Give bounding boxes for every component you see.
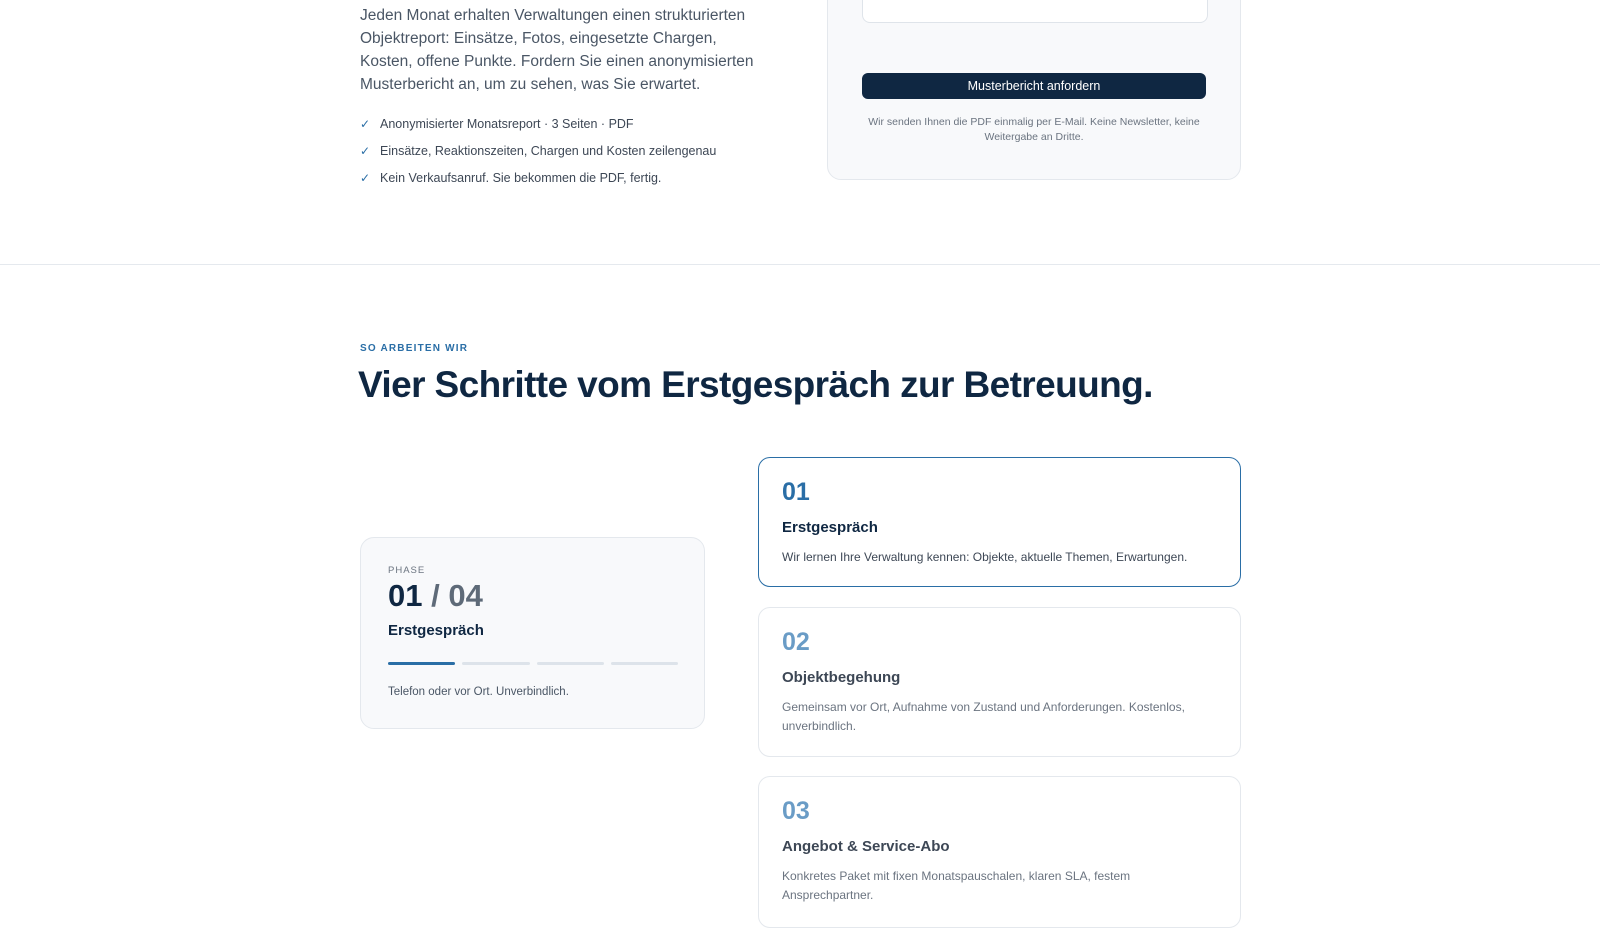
- checklist-item-label: Anonymisierter Monatsreport · 3 Seiten · PDF: [380, 116, 634, 131]
- phase-separator: /: [431, 578, 440, 613]
- checklist-item: [360, 137, 716, 164]
- phase-counter: [388, 578, 483, 614]
- step-title: Objektbegehung: [782, 669, 901, 686]
- checklist-item-label: Einsätze, Reaktionszeiten, Chargen und Kosten zeilengenau: [380, 143, 717, 158]
- phase-name: Erstgespräch: [388, 622, 484, 639]
- progress-segment: [462, 662, 529, 665]
- step-card[interactable]: [758, 776, 1241, 928]
- sample-report-intro: Jeden Monat erhalten Verwaltungen einen strukturierten Objektreport: Einsätze, Fotos, eingesetzte Chargen, Kosten, offene Punkte. Fordern Sie einen anonymisierten Musterbericht an, um zu sehen, was Sie erwartet.: [360, 6, 754, 93]
- checklist-item: [360, 164, 716, 191]
- phase-label: PHASE: [388, 565, 426, 576]
- phase-note: Telefon oder vor Ort. Unverbindlich.: [388, 686, 569, 698]
- step-number: 03: [782, 797, 810, 825]
- check-icon: ✓: [360, 116, 371, 131]
- phase-total: 04: [448, 578, 483, 613]
- step-card[interactable]: [758, 607, 1241, 757]
- step-card[interactable]: [758, 457, 1241, 587]
- step-title: Erstgespräch: [782, 519, 878, 536]
- step-number: 02: [782, 628, 810, 656]
- check-icon: ✓: [360, 143, 371, 158]
- phase-current: 01: [388, 578, 423, 613]
- step-title: Angebot & Service-Abo: [782, 838, 950, 855]
- step-description: Konkretes Paket mit fixen Monatspauschalen, klaren SLA, festem Ansprechpartner.: [782, 869, 1131, 902]
- privacy-note: Wir senden Ihnen die PDF einmalig per E-Mail. Keine Newsletter, keine Weitergabe an Dritte.: [868, 116, 1200, 143]
- step-description: Gemeinsam vor Ort, Aufnahme von Zustand und Anforderungen. Kostenlos, unverbindlich.: [782, 700, 1185, 733]
- benefits-checklist: [360, 110, 716, 191]
- sample-report-section: [0, 0, 1600, 265]
- phase-card: [360, 537, 705, 729]
- phase-progress: [388, 662, 678, 665]
- email-field[interactable]: [862, 0, 1208, 23]
- step-number: 01: [782, 478, 810, 506]
- sample-report-form-card: [827, 0, 1241, 180]
- progress-segment: [388, 662, 455, 665]
- request-sample-report-button[interactable]: Musterbericht anfordern: [862, 73, 1206, 99]
- section-title: Vier Schritte vom Erstgespräch zur Betreuung.: [358, 364, 1153, 405]
- progress-segment: [537, 662, 604, 665]
- step-description: Wir lernen Ihre Verwaltung kennen: Objekte, aktuelle Themen, Erwartungen.: [782, 550, 1188, 564]
- checklist-item: [360, 110, 716, 137]
- check-icon: ✓: [360, 170, 371, 185]
- section-eyebrow: SO ARBEITEN WIR: [360, 343, 469, 354]
- progress-segment: [611, 662, 678, 665]
- checklist-item-label: Kein Verkaufsanruf. Sie bekommen die PDF, fertig.: [380, 170, 662, 185]
